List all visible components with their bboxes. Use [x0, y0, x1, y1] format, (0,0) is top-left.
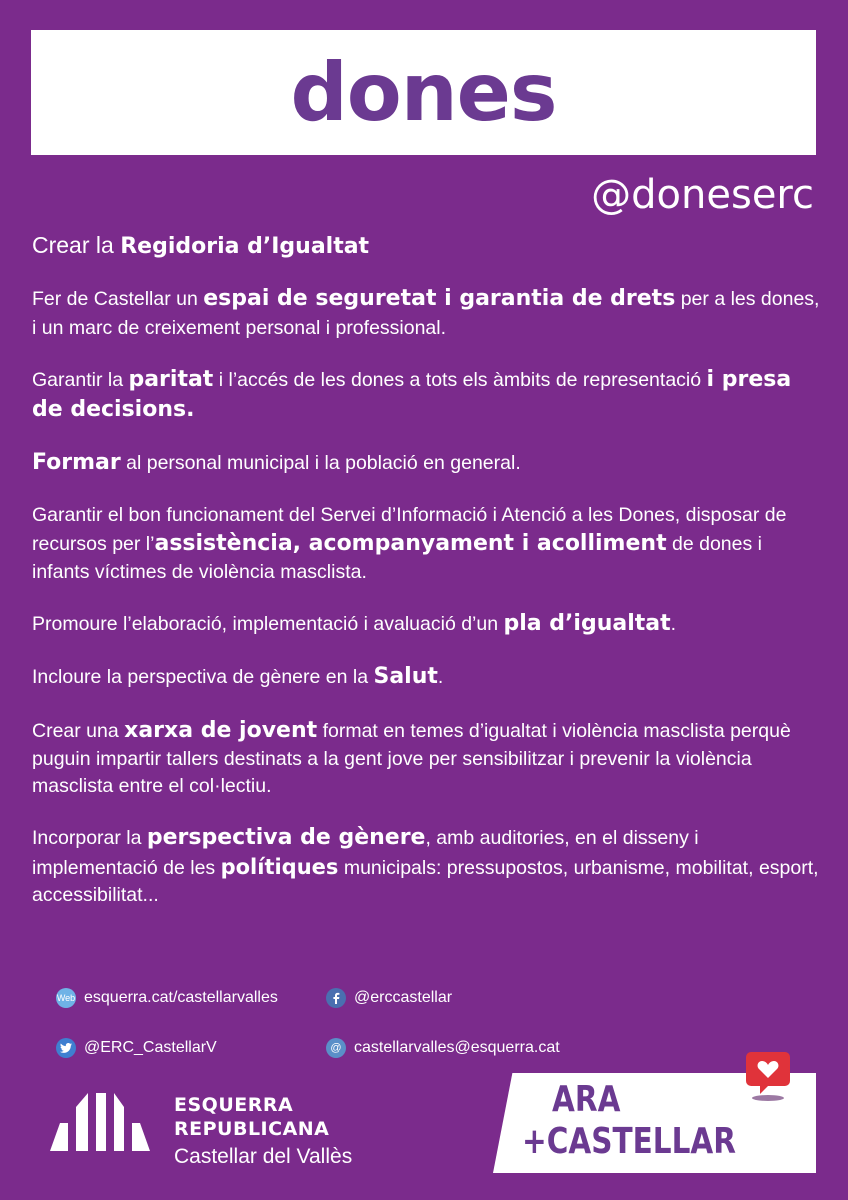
facebook-link[interactable]: @erccastellar — [326, 988, 452, 1008]
party-bars-icon — [50, 1093, 150, 1151]
web-link[interactable]: Web esquerra.cat/castellarvalles — [56, 989, 278, 1006]
proposal-3: Garantir la paritat i l’accés de les dones a tots els àmbits de representació i presa de decisions. — [32, 366, 792, 422]
facebook-icon — [326, 988, 346, 1008]
twitter-link[interactable]: @ERC_CastellarV — [56, 1038, 217, 1058]
social-handle: @doneserc — [591, 172, 814, 218]
page-title: dones — [290, 46, 557, 139]
proposals-list — [32, 230, 822, 932]
party-logo — [50, 1085, 380, 1175]
proposal-8: Crear una xarxa de jovent format en temes d’igualtat i violència masclista perquè puguin impartir tallers destinats a la gent jove per sensibilitzar i prevenir la violència masclista entre el col·lectiu. — [32, 717, 791, 797]
web-icon: Web — [56, 988, 76, 1008]
email-link[interactable]: @ castellarvalles@esquerra.cat — [326, 1038, 560, 1058]
title-banner — [31, 30, 816, 155]
slogan: ARA +CASTELLAR — [522, 1079, 737, 1162]
contact-links — [56, 988, 616, 1058]
heart-bubble-icon — [746, 1052, 790, 1102]
twitter-icon — [56, 1038, 76, 1058]
email-icon: @ — [326, 1038, 346, 1058]
proposal-9: Incorporar la perspectiva de gènere, amb auditories, en el disseny i implementació de les polítiques municipals: pressupostos, urbanisme, mobilitat, esport, accessibilitat... — [32, 824, 819, 907]
proposal-1: Crear la Regidoria d’Igualtat — [32, 232, 370, 259]
proposal-4: Formar al personal municipal i la població en general. — [32, 450, 521, 476]
proposal-6: Promoure l’elaboració, implementació i avaluació d’un pla d’igualtat. — [32, 610, 677, 636]
proposal-5: Garantir el bon funcionament del Servei d’Informació i Atenció a les Dones, disposar de recursos per l’assistència, acompanyament i acolliment de dones i infants víctimes de violència masclista. — [32, 503, 787, 583]
proposal-7: Incloure la perspectiva de gènere en la Salut. — [32, 664, 444, 690]
party-name: ESQUERRA REPUBLICANA — [174, 1094, 330, 1140]
party-town: Castellar del Vallès — [174, 1145, 353, 1168]
proposal-2: Fer de Castellar un espai de seguretat i garantia de drets per a les dones, i un marc de creixement personal i professional. — [32, 286, 820, 339]
